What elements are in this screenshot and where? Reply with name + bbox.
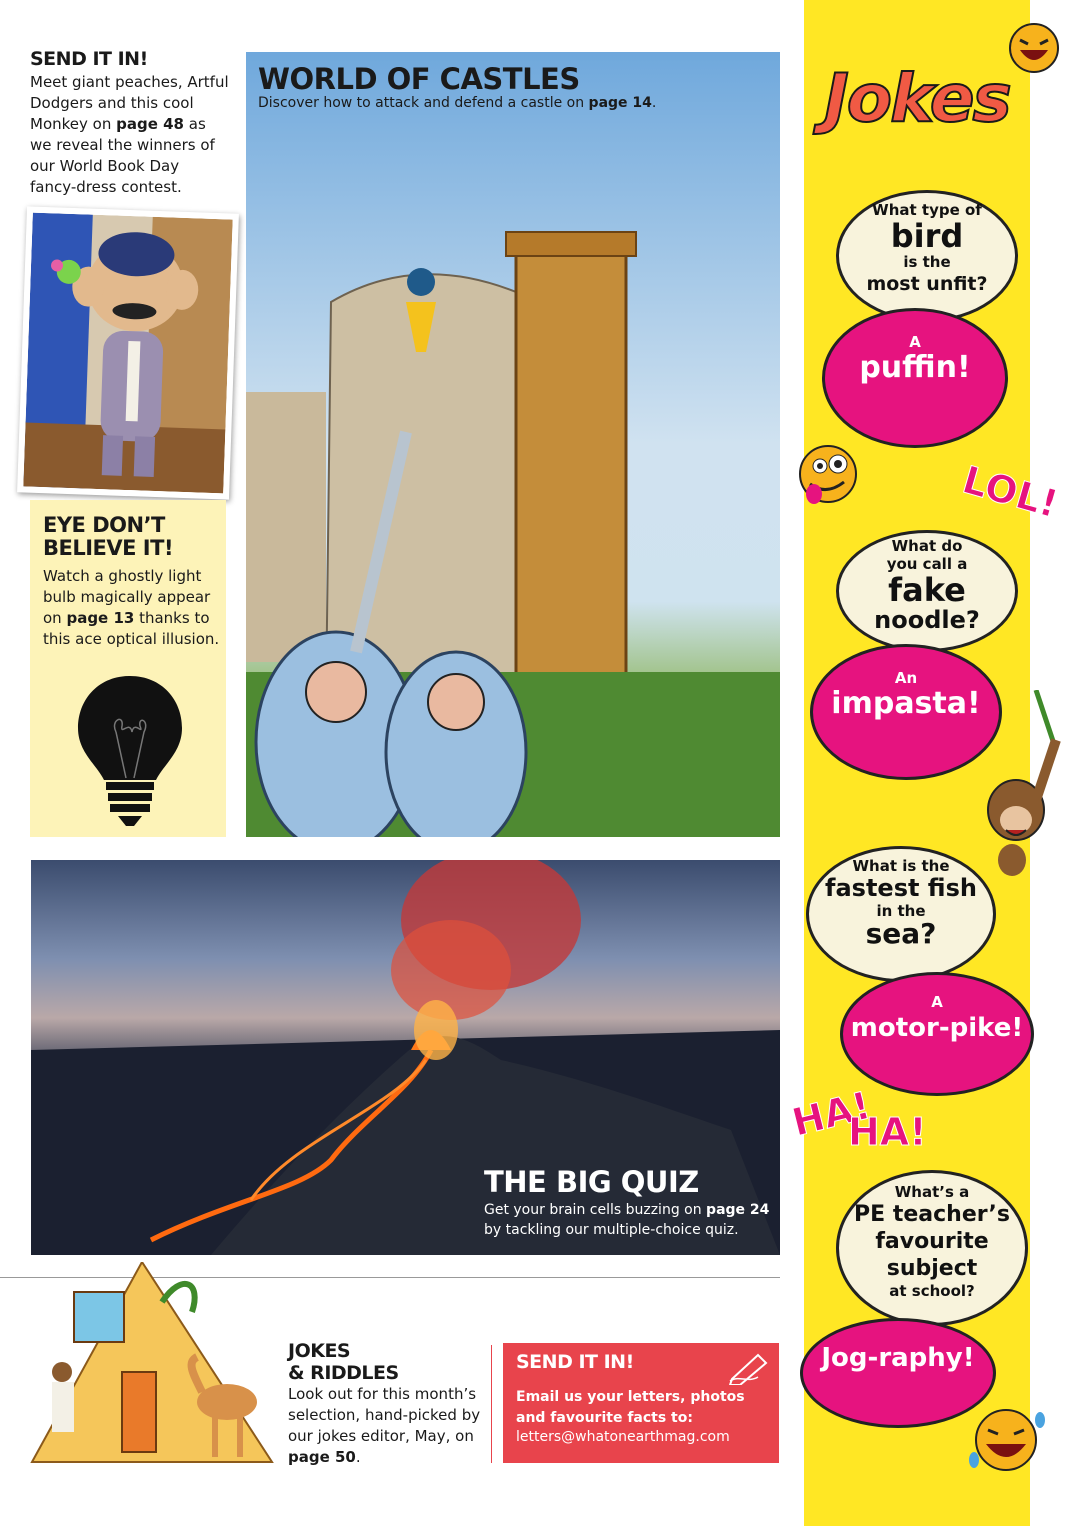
joke2-a1: An: [894, 669, 918, 687]
joke4-q3: favourite: [875, 1229, 989, 1254]
jr-title: [288, 1340, 488, 1384]
joke2-q4: noodle?: [874, 606, 980, 634]
jr-title-line2: & RIDDLES: [288, 1362, 399, 1384]
joke2-question-bubble: [836, 530, 1018, 652]
joke1-a1: A: [909, 333, 921, 351]
ha-shout-1: HA!: [787, 1083, 875, 1145]
jr-title-line1: JOKES: [288, 1340, 351, 1362]
monkey-costume-photo: [17, 206, 239, 499]
silly-face-emoji-icon: [792, 440, 862, 510]
jr-page: page 50: [288, 1448, 356, 1466]
lol-shout: LOL!: [957, 457, 1063, 527]
eye-text: [43, 566, 221, 650]
joke1-q4: most unfit?: [866, 273, 988, 295]
joke4-q5: at school?: [889, 1282, 975, 1300]
castle-text: [258, 95, 656, 111]
castle-illustration: [246, 52, 780, 837]
send-red-title: SEND IT IN!: [516, 1351, 634, 1373]
monkey-illustration: [976, 690, 1076, 880]
joke2-a2: impasta!: [831, 686, 981, 721]
joke4-q1: What’s a: [894, 1183, 970, 1201]
pyramid-illustration: [22, 1262, 282, 1472]
joke2-q2: you call a: [886, 555, 968, 573]
send-it-in-text-b: as we reveal the winners of our World Book Day fancy-dress contest.: [30, 115, 215, 196]
quiz-text-a: Get your brain cells buzzing on: [484, 1202, 707, 1218]
joke4-q4: subject: [886, 1256, 978, 1281]
castle-title: WORLD OF CASTLES: [258, 62, 580, 96]
send-it-in-title: SEND IT IN!: [30, 48, 148, 70]
quiz-text: [484, 1200, 774, 1240]
eye-dont-believe-it-panel: [30, 500, 226, 837]
joke4-question-bubble: [836, 1170, 1028, 1326]
crying-laughing-emoji-icon: [962, 1400, 1052, 1480]
joke3-q2: fastest fish: [825, 874, 977, 902]
joke1-q3: is the: [903, 253, 951, 271]
joke1-q2: bird: [890, 217, 964, 255]
jokes-riddles-panel: [288, 1340, 488, 1468]
eye-page: page 13: [66, 609, 135, 627]
send-it-in-text-a: Meet giant peaches, Artful Dodgers and this cool Monkey on: [30, 73, 229, 133]
castle-page: page 14: [588, 95, 652, 111]
joke1-question-bubble: [836, 190, 1018, 322]
joke3-question-bubble: [806, 846, 996, 982]
jr-text-a: Look out for this month’s selection, hand-picked by our jokes editor, May, on: [288, 1385, 481, 1445]
joke1-answer-bubble: [822, 308, 1008, 448]
joke1-a2: puffin!: [859, 350, 971, 385]
eye-title-line1: EYE DON’T: [43, 513, 165, 537]
quiz-title: THE BIG QUIZ: [484, 1165, 699, 1199]
eye-title-line2: BELIEVE IT!: [43, 536, 174, 560]
email-link[interactable]: letters@whatonearthmag.com: [516, 1429, 730, 1445]
joke2-q3: fake: [888, 571, 966, 609]
joke3-q3: in the: [876, 902, 926, 920]
joke3-q1: What is the: [852, 857, 950, 875]
send-red-line1: Email us your letters, photos: [516, 1389, 745, 1405]
quiz-page: page 24: [706, 1202, 770, 1218]
light-bulb-icon: [70, 670, 190, 830]
send-it-in-box: [503, 1343, 779, 1463]
pencil-icon: [728, 1351, 772, 1385]
joke4-a1: Jog-raphy!: [821, 1343, 975, 1373]
castle-text-a: Discover how to attack and defend a castle on: [258, 95, 589, 111]
eye-text-b: thanks to this ace optical illusion.: [43, 609, 220, 648]
joke2-answer-bubble: [810, 644, 1002, 780]
vertical-divider: [491, 1345, 492, 1463]
send-it-in-text: [30, 72, 230, 198]
joke4-q2: PE teacher’s: [854, 1202, 1010, 1227]
quiz-text-b: by tackling our multiple-choice quiz.: [484, 1222, 739, 1238]
joke3-a1: A: [931, 993, 943, 1011]
jr-text: [288, 1384, 488, 1468]
joke3-a2: motor-pike!: [850, 1013, 1024, 1043]
joke2-q1: What do: [891, 537, 963, 555]
send-it-in-panel: [30, 48, 230, 198]
send-red-line2: and favourite facts to:: [516, 1410, 693, 1426]
joke3-q4: sea?: [865, 917, 937, 950]
jr-text-b: .: [355, 1448, 361, 1466]
joke1-q1: What type of: [872, 201, 982, 219]
eye-text-a: Watch a ghostly light bulb magically appear on: [43, 567, 211, 627]
ha-shout-2: HA!: [848, 1110, 927, 1154]
send-it-in-page: page 48: [116, 115, 184, 133]
eye-title: [43, 514, 226, 560]
castle-text-b: .: [651, 95, 657, 111]
jokes-title: Jokes: [824, 60, 1010, 137]
joke3-answer-bubble: [840, 972, 1034, 1096]
